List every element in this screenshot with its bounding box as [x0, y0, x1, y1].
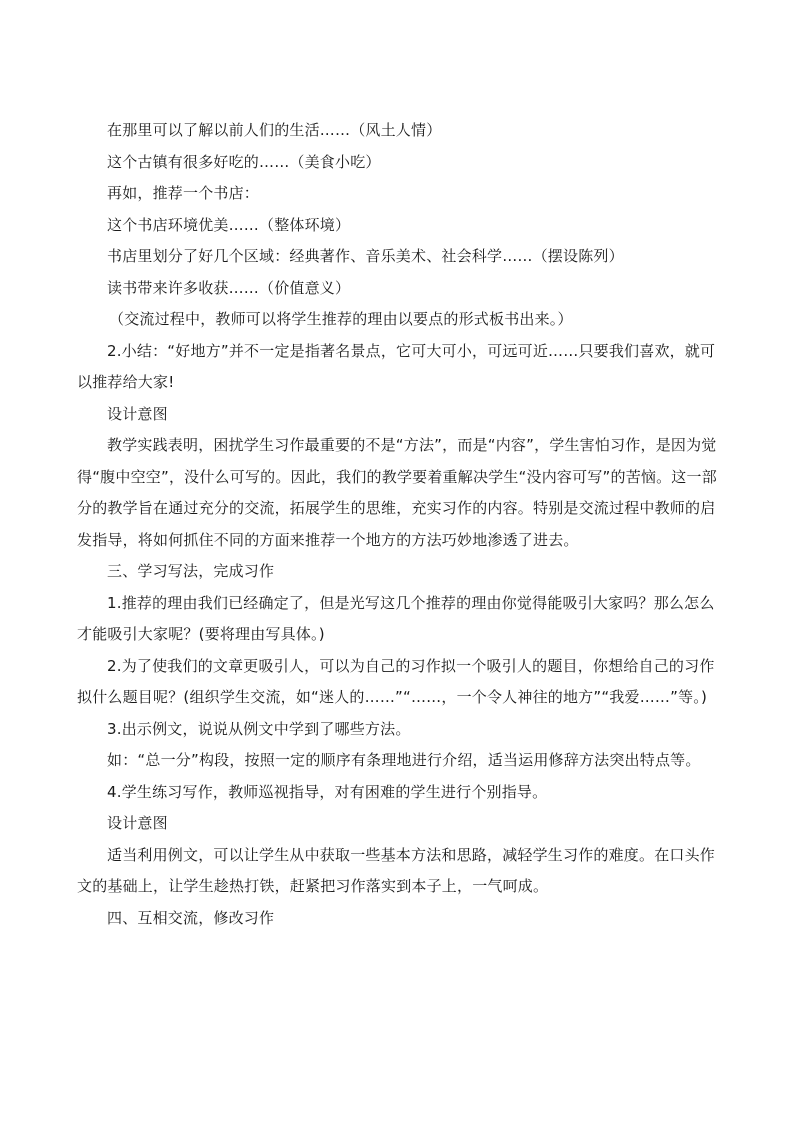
paragraph-step-2: 2.为了使我们的文章更吸引人，可以为自己的习作拟一个吸引人的题目，你想给自己的习作拟什么题目呢？(组织学生交流，如“迷人的……”“……，一个令人神往的地方”“我爱……”等。) [77, 656, 715, 706]
paragraph-design-intent-2: 适当利用例文，可以让学生从中获取一些基本方法和思路，减轻学生习作的难度。在口头作文的基础上，让学生趁热打铁，赶紧把习作落实到本子上，一气呵成。 [77, 845, 716, 895]
paragraph-example-methods: 如：“总一分”构段，按照一定的顺序有条理地进行介绍，适当运用修辞方法突出特点等。 [107, 751, 701, 769]
paragraph-step-4: 4.学生练习写作，教师巡视指导，对有困难的学生进行个别指导。 [107, 782, 548, 801]
document-body [77, 115, 719, 934]
paragraph-step-3: 3.出示例文，说说从例文中学到了哪些方法。 [107, 719, 411, 738]
paragraph-design-intent-1: 教学实践表明，困扰学生习作最重要的不是“方法”，而是“内容”，学生害怕习作，是因为觉得“腹中空空”，没什么可写的。因此，我们的教学要着重解决学生“没内容可写”的苦恼。这一部分的教学旨在通过充分的交流，拓展学生的思维，充实习作的内容。特别是交流过程中教师的启发指导，将如何抓住不同的方面来推荐一个地方的方法巧妙地渗透了进去。 [77, 436, 717, 549]
section-heading-4: 四、互相交流，修改习作 [107, 908, 275, 927]
paragraph-local-food: 这个古镇有很多好吃的……（美食小吃） [107, 152, 381, 171]
paragraph-step-1: 1.推荐的理由我们已经确定了，但是光写这几个推荐的理由你觉得能吸引大家吗？那么怎么才能吸引大家呢？(要将理由写具体。) [77, 593, 715, 643]
paragraph-bookstore-areas: 书店里划分了好几个区域：经典著作、音乐美术、社会科学……（摆设陈列） [107, 247, 624, 265]
paragraph-reading-benefits: 读书带来许多收获……（价值意义） [107, 278, 351, 297]
heading-design-intent-1: 设计意图 [107, 404, 168, 423]
paragraph-local-customs: 在那里可以了解以前人们的生活……（风土人情） [107, 121, 442, 139]
paragraph-teacher-note: （交流过程中，教师可以将学生推荐的理由以要点的形式板书出来。） [109, 310, 573, 328]
heading-design-intent-2: 设计意图 [107, 814, 168, 832]
paragraph-bookstore-environment: 这个书店环境优美……（整体环境） [107, 215, 351, 234]
section-heading-3: 三、学习写法，完成习作 [107, 562, 275, 580]
paragraph-bookstore-intro: 再如，推荐一个书店： [107, 184, 260, 202]
paragraph-summary: 2.小结：“好地方”并不一定是指著名景点，它可大可小，可远可近……只要我们喜欢，就可以推荐给大家! [77, 341, 716, 391]
